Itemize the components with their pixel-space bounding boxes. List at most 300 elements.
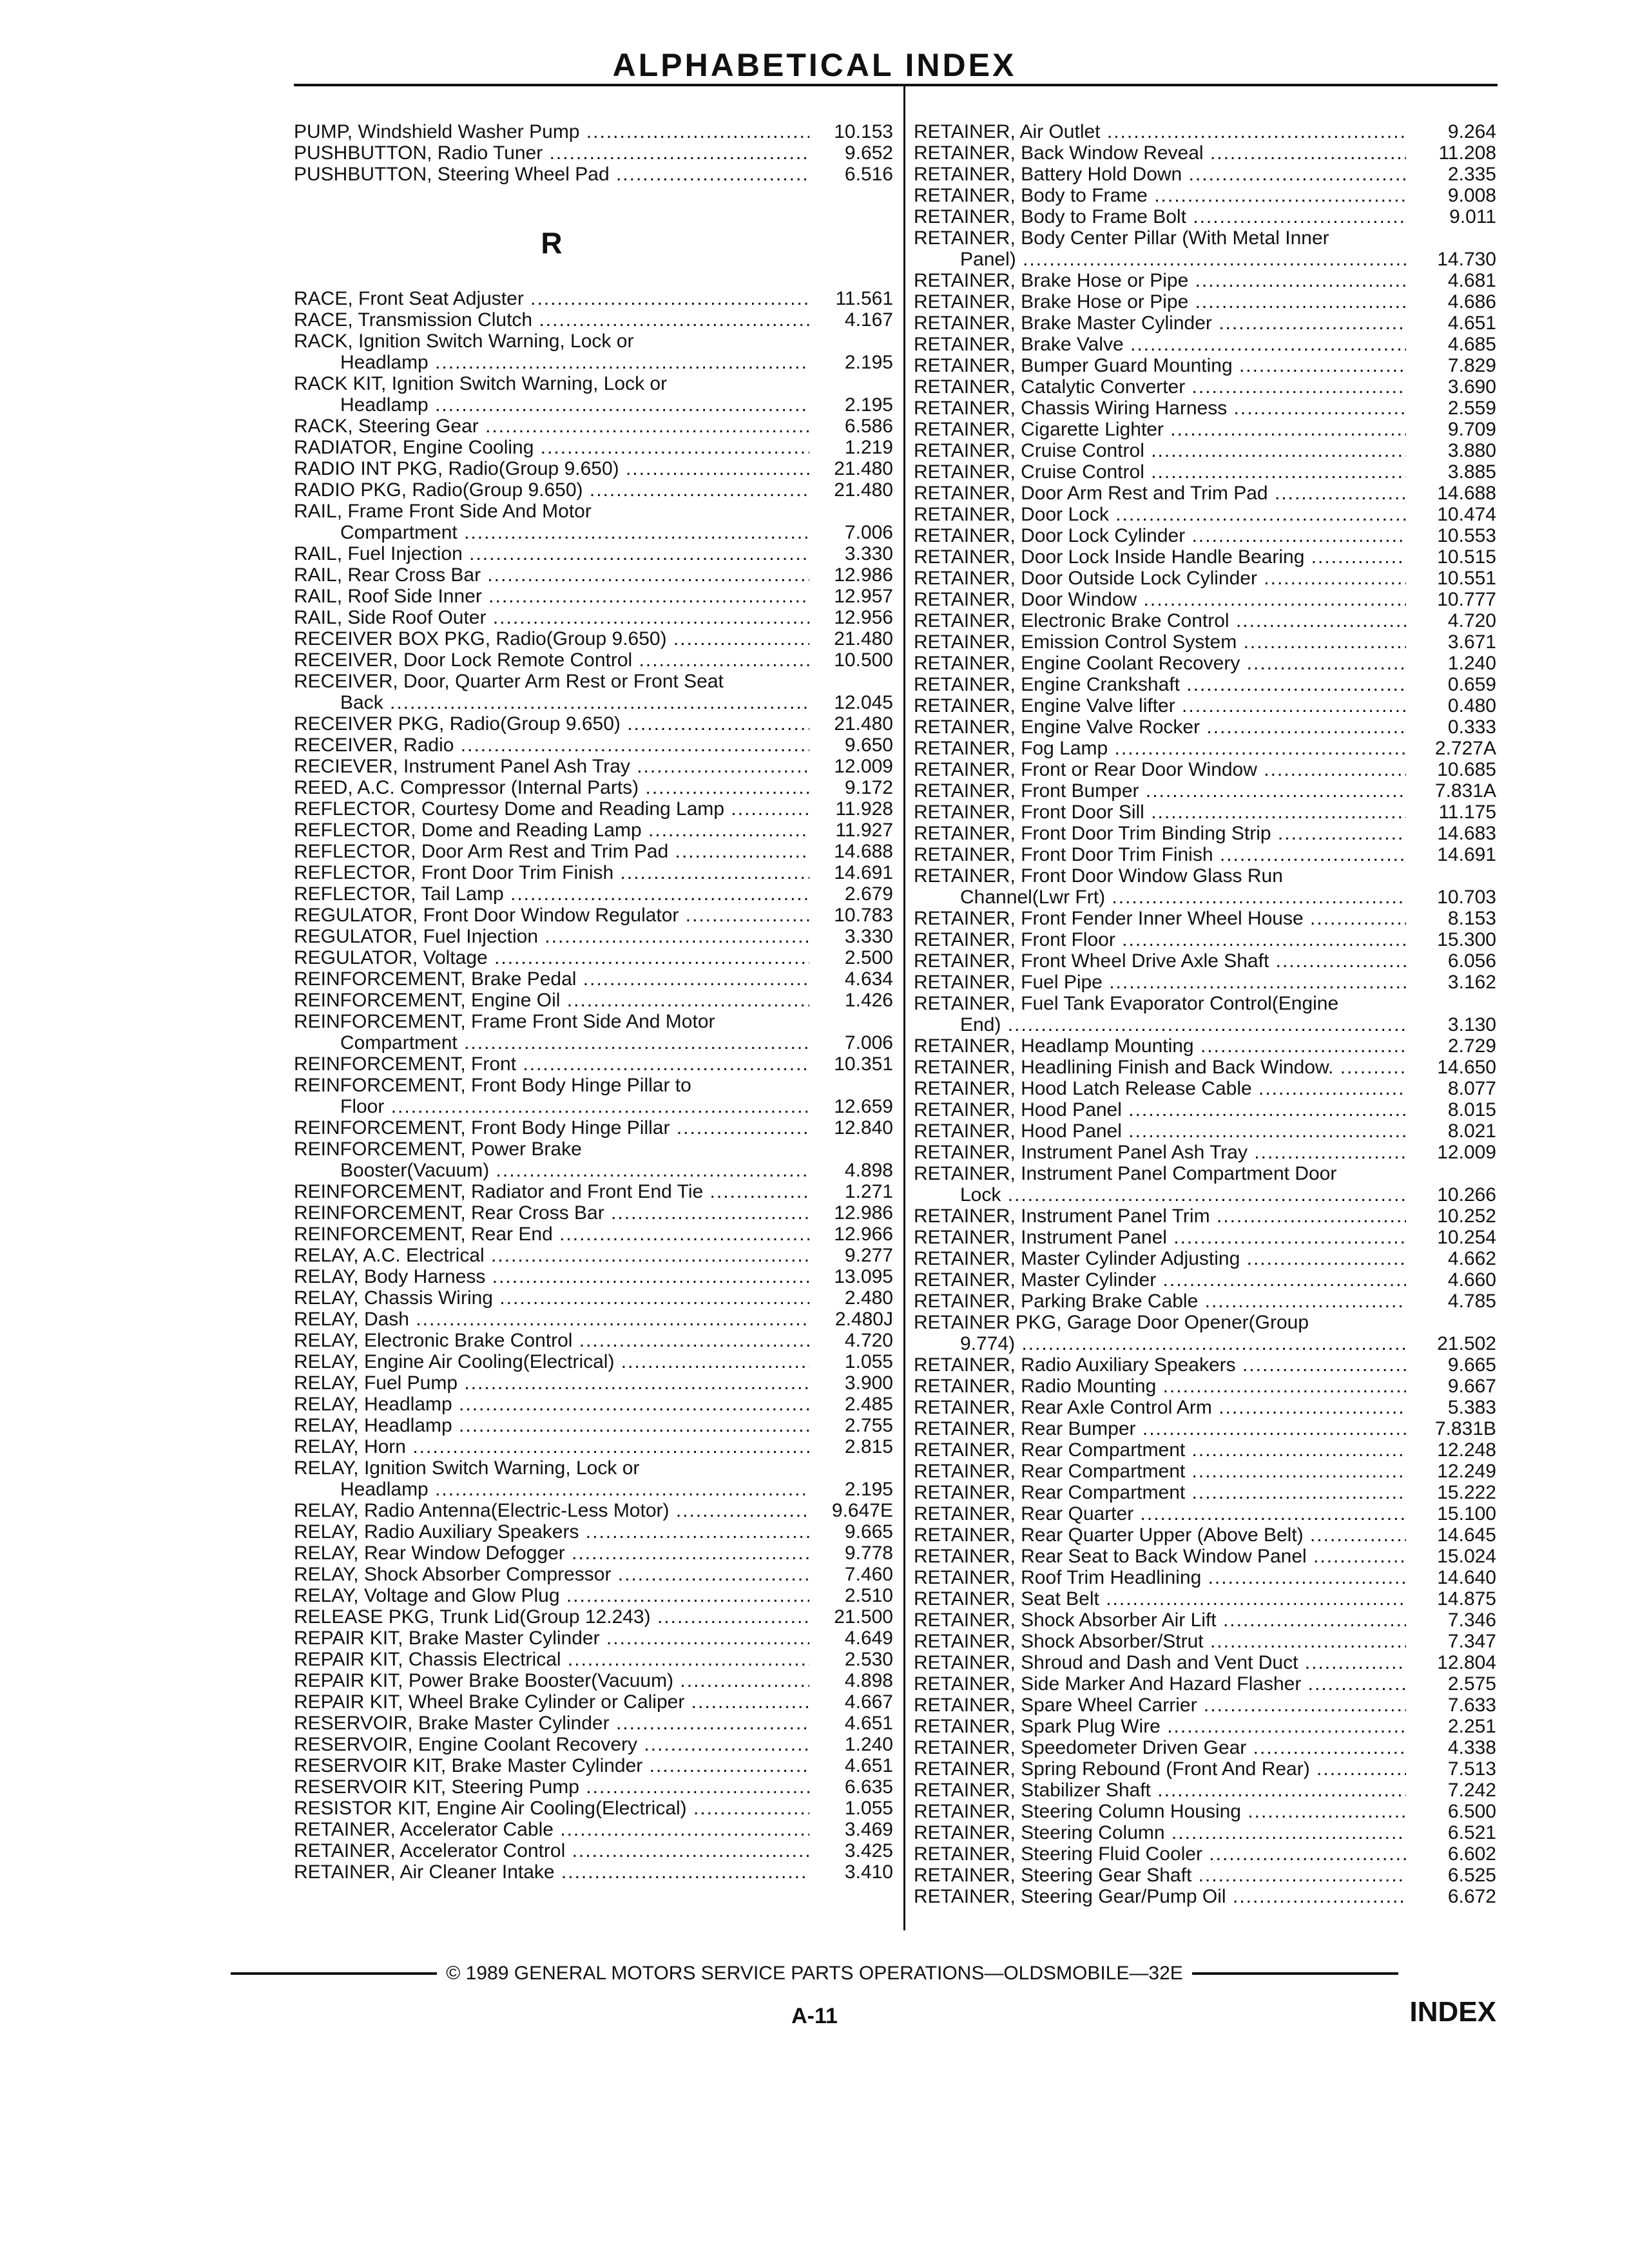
entry-label: RETAINER, Cruise Control ..... [914,440,1406,461]
entry-label: RESERVOIR KIT, Brake Master Cylinder ..... [294,1755,809,1776]
index-entry [914,823,1496,844]
entry-label: RADIO INT PKG, Radio(Group 9.650) ..... [294,458,809,479]
index-entry [914,1503,1496,1524]
entry-label: RETAINER, Emission Control System ..... [914,631,1406,653]
entry-page: 2.480 [844,1287,893,1309]
index-entry [914,695,1496,716]
index-entry [914,1291,1496,1312]
index-entry [914,1780,1496,1801]
entry-label: RETAINER, Body to Frame Bolt ..... [914,206,1406,227]
entry-page: 10.783 [834,905,893,926]
entry-page: 11.928 [835,798,893,820]
entry-page: 9.011 [1449,206,1496,227]
index-entry [294,1224,893,1245]
index-entry [914,206,1496,227]
entry-page: 4.651 [844,1755,893,1776]
entry-page: 7.513 [1447,1758,1496,1780]
index-entry [914,1120,1496,1142]
entry-page: 2.559 [1447,398,1496,419]
entry-page: 11.175 [1438,802,1496,823]
entry-page: 10.254 [1437,1227,1496,1248]
index-entry [294,1160,893,1181]
entry-page: 4.720 [844,1330,893,1351]
index-entry [914,844,1496,865]
entry-page: 4.662 [1447,1248,1496,1269]
entry-label: RETAINER, Door Lock Inside Handle Bearing ..... [914,546,1406,568]
entry-label: REPAIR KIT, Wheel Brake Cylinder or Caliper ..... [294,1691,809,1713]
entry-page: 14.875 [1437,1588,1496,1610]
entry-label: RETAINER, Cruise Control ..... [914,461,1406,483]
index-entry [914,121,1496,142]
index-entry [914,355,1496,376]
index-entry [914,1758,1496,1780]
index-entry [914,1546,1496,1567]
entry-page: 4.685 [1447,334,1496,355]
entry-page [1406,1312,1496,1333]
index-entry [914,780,1496,802]
index-entry [294,458,893,479]
entry-page: 6.635 [844,1776,893,1798]
footer-copyright: © 1989 GENERAL MOTORS SERVICE PARTS OPERATIONS—OLDSMOBILE—32E [446,1963,1183,1984]
index-entry [914,972,1496,993]
entry-label: REINFORCEMENT, Frame Front Side And Motor [294,1011,715,1032]
section-letter: R [541,226,563,260]
entry-page: 2.195 [844,394,893,416]
index-entry [294,777,893,798]
entry-label: REPAIR KIT, Power Brake Booster(Vacuum) ..... [294,1670,809,1691]
entry-label: RESISTOR KIT, Engine Air Cooling(Electrical) ..... [294,1798,809,1819]
entry-label: RETAINER, Fog Lamp ..... [914,738,1406,759]
entry-label: RECEIVER, Radio ..... [294,735,809,756]
entry-label: RELAY, Horn ..... [294,1436,809,1457]
title-rule [294,84,1498,86]
index-entry [914,1354,1496,1376]
entry-page: 7.242 [1447,1780,1496,1801]
index-entry [294,713,893,735]
entry-page: 2.727A [1434,738,1496,759]
entry-label: REFLECTOR, Tail Lamp ..... [294,883,809,905]
index-entry [294,437,893,458]
entry-page: 4.785 [1447,1291,1496,1312]
entry-label: RELAY, Radio Antenna(Electric-Less Motor) ..... [294,1500,809,1521]
entry-page: 4.660 [1447,1269,1496,1291]
entry-page: 9.778 [844,1542,893,1564]
index-entry [914,929,1496,950]
entry-label: RACE, Transmission Clutch ..... [294,309,809,331]
index-entry [914,1461,1496,1482]
entry-label: RETAINER, Master Cylinder ..... [914,1269,1406,1291]
entry-label: RETAINER, Brake Valve ..... [914,334,1406,355]
entry-label: RELAY, Electronic Brake Control ..... [294,1330,809,1351]
entry-label: RETAINER, Steering Column ..... [914,1822,1406,1843]
entry-page: 14.691 [1437,844,1496,865]
index-entry [914,1227,1496,1248]
index-entry [294,1117,893,1139]
entry-label: RETAINER, Side Marker And Hazard Flasher ..... [914,1673,1406,1695]
entry-page: 10.777 [1437,589,1496,610]
entry-page: 21.480 [834,458,893,479]
index-entry [914,759,1496,780]
entry-page: 14.688 [834,841,893,862]
entry-label: RELEASE PKG, Trunk Lid(Group 12.243) ..... [294,1606,809,1628]
entry-label: RETAINER, Door Outside Lock Cylinder ..... [914,568,1406,589]
index-entry [294,649,893,671]
index-entry [294,164,893,185]
entry-page: 21.480 [834,628,893,649]
entry-label: RETAINER, Air Outlet ..... [914,121,1406,142]
index-entry [914,802,1496,823]
entry-label: RETAINER, Roof Trim Headlining ..... [914,1567,1406,1588]
entry-label: RETAINER, Rear Quarter Upper (Above Belt) ..... [914,1524,1406,1546]
index-entry [294,1755,893,1776]
entry-label: REGULATOR, Voltage ..... [294,947,809,968]
index-entry [914,716,1496,738]
entry-page: 3.330 [844,926,893,947]
entry-label: RETAINER, Shock Absorber Air Lift ..... [914,1610,1406,1631]
index-entry [294,905,893,926]
entry-page: 10.685 [1437,759,1496,780]
entry-label: RETAINER, Rear Axle Control Arm ..... [914,1397,1406,1418]
index-entry [294,309,893,331]
index-entry [914,1482,1496,1503]
index-entry [294,1606,893,1628]
entry-label: RETAINER, Front Door Trim Binding Strip ..... [914,823,1406,844]
entry-page: 10.266 [1437,1184,1496,1206]
entry-label: RACK, Ignition Switch Warning, Lock or [294,331,634,352]
entry-label: Back ..... [294,692,809,713]
index-entry [914,185,1496,206]
entry-label: RETAINER, Door Arm Rest and Trim Pad ..... [914,483,1406,504]
entry-label: RECIEVER, Instrument Panel Ash Tray ..... [294,756,809,777]
entry-label: Panel) ..... [914,249,1406,270]
index-entry [294,1670,893,1691]
index-entry [294,1861,893,1883]
entry-label: REFLECTOR, Front Door Trim Finish ..... [294,862,809,883]
entry-page: 6.525 [1447,1865,1496,1886]
index-entry [914,1631,1496,1652]
entry-page: 21.502 [1437,1333,1496,1354]
entry-page [1406,865,1496,887]
entry-page: 9.172 [844,777,893,798]
entry-page: 12.249 [1437,1461,1496,1482]
index-entry [914,1652,1496,1673]
entry-page: 2.480J [834,1309,893,1330]
index-entry [294,1564,893,1585]
index-entry [914,1099,1496,1120]
entry-page [1406,1163,1496,1184]
entry-page: 3.900 [844,1372,893,1394]
entry-page: 9.665 [1447,1354,1496,1376]
entry-label: RECEIVER BOX PKG, Radio(Group 9.650) ..... [294,628,809,649]
index-entry [294,1053,893,1075]
entry-label: Headlamp ..... [294,394,809,416]
entry-label: RETAINER, Bumper Guard Mounting ..... [914,355,1406,376]
index-entry [914,610,1496,631]
index-entry [294,501,893,522]
entry-label: REGULATOR, Front Door Window Regulator ..... [294,905,809,926]
entry-page: 4.649 [844,1628,893,1649]
entry-label: RETAINER, Hood Latch Release Cable ..... [914,1078,1406,1099]
entry-label: REGULATOR, Fuel Injection ..... [294,926,809,947]
entry-label: RELAY, A.C. Electrical ..... [294,1245,809,1266]
entry-page: 14.645 [1437,1524,1496,1546]
entry-label: RETAINER, Front Wheel Drive Axle Shaft ..... [914,950,1406,972]
entry-label: PUMP, Windshield Washer Pump ..... [294,121,809,142]
index-entry [294,1309,893,1330]
entry-page: 9.665 [844,1521,893,1542]
index-entry [294,1479,893,1500]
entry-page: 12.248 [1437,1439,1496,1461]
entry-label: RETAINER, Stabilizer Shaft ..... [914,1780,1406,1801]
entry-label: RAIL, Fuel Injection ..... [294,543,809,564]
footer-rule-right [1192,1972,1398,1975]
entry-label: RELAY, Fuel Pump ..... [294,1372,809,1394]
index-entry [294,1287,893,1309]
page-number: A-11 [791,2004,838,2028]
index-entry [914,865,1496,887]
entry-label: RESERVOIR, Engine Coolant Recovery ..... [294,1734,809,1755]
entry-page: 12.804 [1437,1652,1496,1673]
entry-page: 4.167 [844,309,893,331]
index-entry [914,653,1496,674]
index-entry [914,312,1496,334]
entry-label: RETAINER, Rear Compartment ..... [914,1461,1406,1482]
index-entry [914,1269,1496,1291]
entry-page [809,671,893,692]
column-divider [903,86,905,1930]
index-entry [914,270,1496,291]
index-entry [914,1886,1496,1907]
entry-label: RETAINER, Spare Wheel Carrier ..... [914,1695,1406,1716]
entry-page: 4.720 [1447,610,1496,631]
index-entry [914,589,1496,610]
index-entry [294,1181,893,1202]
index-entry [914,525,1496,546]
entry-page: 3.880 [1447,440,1496,461]
entry-label: RETAINER, Radio Mounting ..... [914,1376,1406,1397]
entry-label: RETAINER, Steering Column Housing ..... [914,1801,1406,1822]
entry-page: 2.335 [1447,164,1496,185]
index-entry [914,164,1496,185]
index-entry [294,522,893,543]
entry-page: 9.008 [1447,185,1496,206]
index-entry [294,142,893,164]
entry-label: RETAINER, Instrument Panel ..... [914,1227,1406,1248]
entry-page: 12.840 [834,1117,893,1139]
entry-page: 7.347 [1447,1631,1496,1652]
entry-label: RETAINER, Fuel Tank Evaporator Control(Engine [914,993,1339,1014]
entry-label: RETAINER, Front Floor ..... [914,929,1406,950]
entry-page: 2.251 [1447,1716,1496,1737]
index-entry [294,331,893,352]
entry-label: REINFORCEMENT, Engine Oil ..... [294,990,809,1011]
index-entry [294,1351,893,1372]
entry-label: RELAY, Body Harness ..... [294,1266,809,1287]
entry-label: RECEIVER, Door Lock Remote Control ..... [294,649,809,671]
index-entry [914,1567,1496,1588]
entry-label: Compartment ..... [294,522,809,543]
entry-page: 2.679 [844,883,893,905]
footer-rule-left [231,1972,437,1975]
entry-page [1406,993,1496,1014]
index-entry [294,1521,893,1542]
entry-label: RACK, Steering Gear ..... [294,416,809,437]
index-entry [914,398,1496,419]
entry-page: 8.021 [1447,1120,1496,1142]
entry-label: RETAINER, Rear Compartment ..... [914,1482,1406,1503]
entry-page: 3.162 [1447,972,1496,993]
entry-label: RELAY, Engine Air Cooling(Electrical) ..... [294,1351,809,1372]
entry-label: RETAINER, Brake Master Cylinder ..... [914,312,1406,334]
entry-label: RETAINER, Seat Belt ..... [914,1588,1406,1610]
entry-label: RETAINER, Spring Rebound (Front And Rear) ..... [914,1758,1406,1780]
index-entry [294,1585,893,1606]
entry-label: RETAINER, Front Door Trim Finish ..... [914,844,1406,865]
entry-page: 12.966 [834,1224,893,1245]
entry-page: 1.271 [844,1181,893,1202]
entry-label: Floor ..... [294,1096,809,1117]
index-entry [294,1139,893,1160]
entry-label: RECEIVER, Door, Quarter Arm Rest or Front Seat [294,671,724,692]
index-entry [294,926,893,947]
index-entry [294,1202,893,1224]
entry-label: RETAINER, Hood Panel ..... [914,1099,1406,1120]
entry-label: RETAINER, Front Door Window Glass Run [914,865,1283,887]
entry-page: 9.647E [831,1500,893,1521]
entry-page [809,1075,893,1096]
entry-page: 11.208 [1438,142,1496,164]
entry-label: RETAINER, Headlamp Mounting ..... [914,1035,1406,1057]
entry-label: REINFORCEMENT, Front Body Hinge Pillar to [294,1075,691,1096]
entry-page: 0.333 [1447,716,1496,738]
entry-label: REINFORCEMENT, Rear Cross Bar ..... [294,1202,809,1224]
entry-page: 2.485 [844,1394,893,1415]
index-entry [914,419,1496,440]
index-entry [914,1376,1496,1397]
entry-page [809,1457,893,1479]
entry-page: 1.055 [844,1798,893,1819]
index-entry [914,1737,1496,1758]
entry-page: 8.077 [1447,1078,1496,1099]
index-entry [294,1075,893,1096]
index-entry [914,887,1496,908]
entry-label: RETAINER, Brake Hose or Pipe ..... [914,270,1406,291]
entry-label: RELAY, Radio Auxiliary Speakers ..... [294,1521,809,1542]
index-entry [914,1865,1496,1886]
left-entries [294,288,893,1883]
entry-page: 5.383 [1447,1397,1496,1418]
index-entry [294,586,893,607]
entry-label: REFLECTOR, Dome and Reading Lamp ..... [294,820,809,841]
footer-copyright-line [0,1963,1629,1984]
entry-page: 9.667 [1447,1376,1496,1397]
index-entry [914,1716,1496,1737]
entry-label: RELAY, Ignition Switch Warning, Lock or [294,1457,640,1479]
entry-page: 21.480 [834,713,893,735]
entry-label: RECEIVER PKG, Radio(Group 9.650) ..... [294,713,809,735]
entry-label: Compartment ..... [294,1032,809,1053]
index-entry [914,1439,1496,1461]
entry-page: 6.521 [1447,1822,1496,1843]
entry-label: REFLECTOR, Courtesy Dome and Reading Lamp ..... [294,798,809,820]
index-entry [914,1078,1496,1099]
index-entry [914,1822,1496,1843]
entry-label: RETAINER, Front Fender Inner Wheel House ..... [914,908,1406,929]
entry-page: 13.095 [834,1266,893,1287]
index-entry [294,756,893,777]
entry-label: 9.774) ..... [914,1333,1406,1354]
entry-label: REED, A.C. Compressor (Internal Parts) ..... [294,777,809,798]
index-entry [294,1798,893,1819]
index-entry [294,121,893,142]
entry-page: 3.425 [844,1840,893,1861]
entry-label: RETAINER, Speedometer Driven Gear ..... [914,1737,1406,1758]
entry-label: RADIATOR, Engine Cooling ..... [294,437,809,458]
entry-page: 1.055 [844,1351,893,1372]
index-entry [914,993,1496,1014]
index-entry [914,376,1496,398]
entry-page: 7.006 [844,522,893,543]
entry-label: RETAINER, Body to Frame ..... [914,185,1406,206]
entry-page: 8.015 [1447,1099,1496,1120]
index-entry [294,990,893,1011]
entry-label: RAIL, Frame Front Side And Motor [294,501,592,522]
entry-label: RACE, Front Seat Adjuster ..... [294,288,809,309]
entry-page: 3.690 [1447,376,1496,398]
entry-page: 11.927 [835,820,893,841]
entry-page: 1.240 [844,1734,893,1755]
entry-page: 10.515 [1437,546,1496,568]
index-entry [294,1330,893,1351]
index-entry [294,1372,893,1394]
entry-label: RETAINER, Shroud and Dash and Vent Duct ..... [914,1652,1406,1673]
entry-label: RETAINER, Body Center Pillar (With Metal Inner [914,227,1329,249]
entry-label: RETAINER, Rear Seat to Back Window Panel ..... [914,1546,1406,1567]
index-entry [294,1628,893,1649]
index-entry [914,950,1496,972]
index-entry [294,1713,893,1734]
index-entry [294,1500,893,1521]
entry-page: 0.480 [1447,695,1496,716]
index-entry [914,631,1496,653]
entry-label: RETAINER, Accelerator Cable ..... [294,1819,809,1840]
entry-page: 1.240 [1447,653,1496,674]
entry-label: RELAY, Voltage and Glow Plug ..... [294,1585,809,1606]
index-entry [914,461,1496,483]
entry-label: RAIL, Roof Side Inner ..... [294,586,809,607]
entry-page: 3.130 [1447,1014,1496,1035]
entry-label: RETAINER, Brake Hose or Pipe ..... [914,291,1406,312]
index-entry [914,291,1496,312]
entry-page: 14.688 [1437,483,1496,504]
entry-label: RETAINER, Engine Valve lifter ..... [914,695,1406,716]
entry-page: 12.986 [834,1202,893,1224]
entry-label: RETAINER, Catalytic Converter ..... [914,376,1406,398]
entry-page: 11.561 [835,288,893,309]
index-entry [294,1415,893,1436]
entry-page: 12.956 [834,607,893,628]
entry-label: RADIO PKG, Radio(Group 9.650) ..... [294,479,809,501]
entry-label: RETAINER, Shock Absorber/Strut ..... [914,1631,1406,1652]
index-entry [914,142,1496,164]
entry-label: RETAINER, Battery Hold Down ..... [914,164,1406,185]
entry-page [809,1139,893,1160]
entry-page: 21.480 [834,479,893,501]
index-entry [294,628,893,649]
entry-page: 2.755 [844,1415,893,1436]
entry-page: 3.330 [844,543,893,564]
index-entry [294,1394,893,1415]
